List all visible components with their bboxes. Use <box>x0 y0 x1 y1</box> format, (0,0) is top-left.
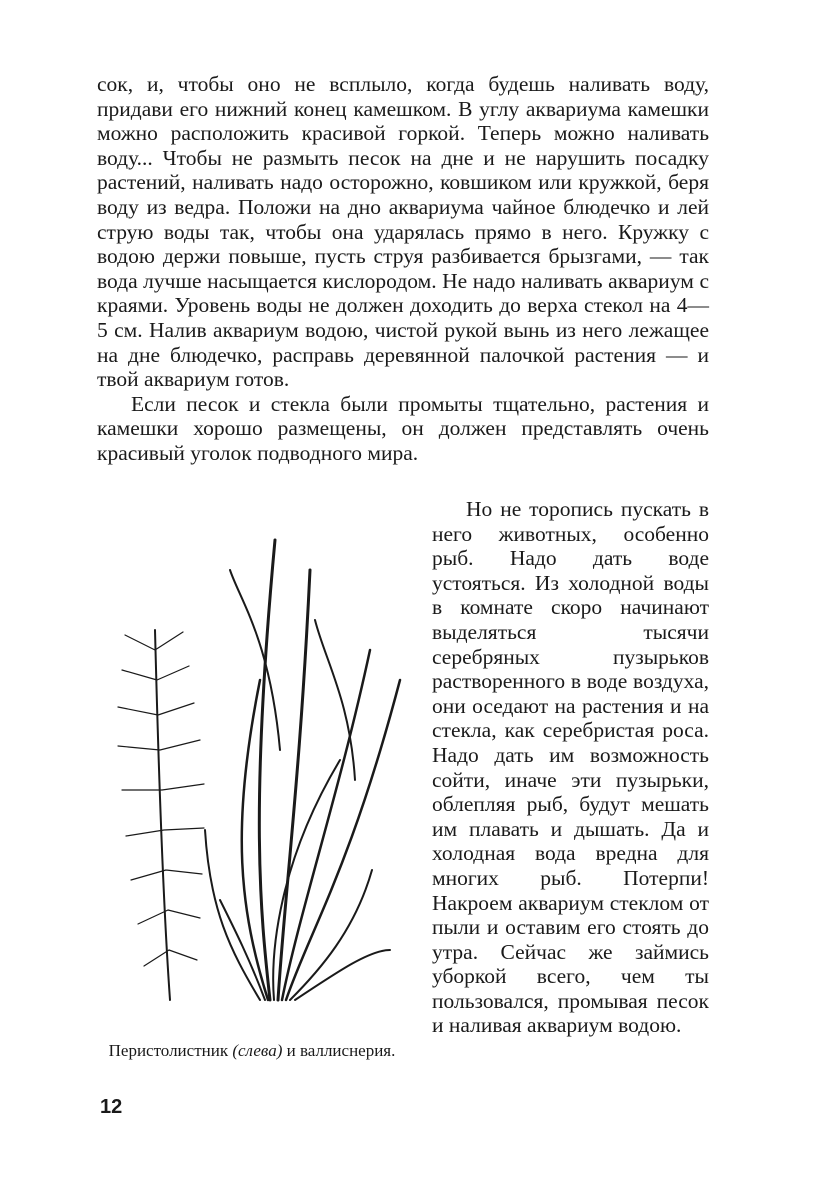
figure-caption <box>97 1040 407 1062</box>
page-number: 12 <box>100 1096 123 1118</box>
paragraph-3: Но не торопись пускать в него животных, особенно рыб. Надо дать воде устояться. Из холодной воды в комнате скоро начинают выделяться тысячи серебряных пузырьков растворенного в воде воздуха, они оседают на растения и на стекла, как серебристая роса. Надо дать им возможность сойти, иначе эти пузырьки, облепляя рыб, будут мешать им плавать и дышать. Да и холодная вода вредна для многих рыб. Потерпи! Накроем аквариум стеклом от пыли и оставим его стоять до утра. Сейчас же займись уборкой всего, чем ты пользовался, промывая песок и наливая аквариум водою. <box>432 497 709 1038</box>
caption-start: Перистолистник <box>108 1041 229 1060</box>
caption-end: и валлиснерия. <box>286 1041 396 1060</box>
main-text <box>97 72 709 466</box>
aquatic-plants-drawing <box>110 530 410 1020</box>
paragraph-2: Если песок и стекла были промыты тщательно, растения и камешки хорошо размещены, он должен представлять очень красивый уголок подводного мира. <box>97 391 709 465</box>
plant-illustration <box>110 530 410 1020</box>
paragraph-1: сок, и, чтобы оно не всплыло, когда будешь наливать воду, придави его нижний конец камешком. В углу аквариума камешки можно расположить красивой горкой. Теперь можно наливать воду... Чтобы не размыть песок на дне и не нарушить посадку растений, наливать надо осторожно, ковшиком или кружкой, беря воду из ведра. Положи на дно аквариума чайное блюдечко и лей струю воды так, чтобы она ударялась прямо в него. Кружку с водою держи повыше, пусть струя разбивается брызгами, — так вода лучше насыщается кислородом. Не надо наливать аквариум с краями. Уровень воды не должен доходить до верха стекол на 4—5 см. Налив аквариум водою, чистой рукой вынь из него лежащее на дне блюдечко, расправь деревянной палочкой растения — и твой аквариум готов. <box>97 72 709 392</box>
right-column-text <box>432 497 709 1038</box>
caption-italic: (слева) <box>232 1041 283 1060</box>
